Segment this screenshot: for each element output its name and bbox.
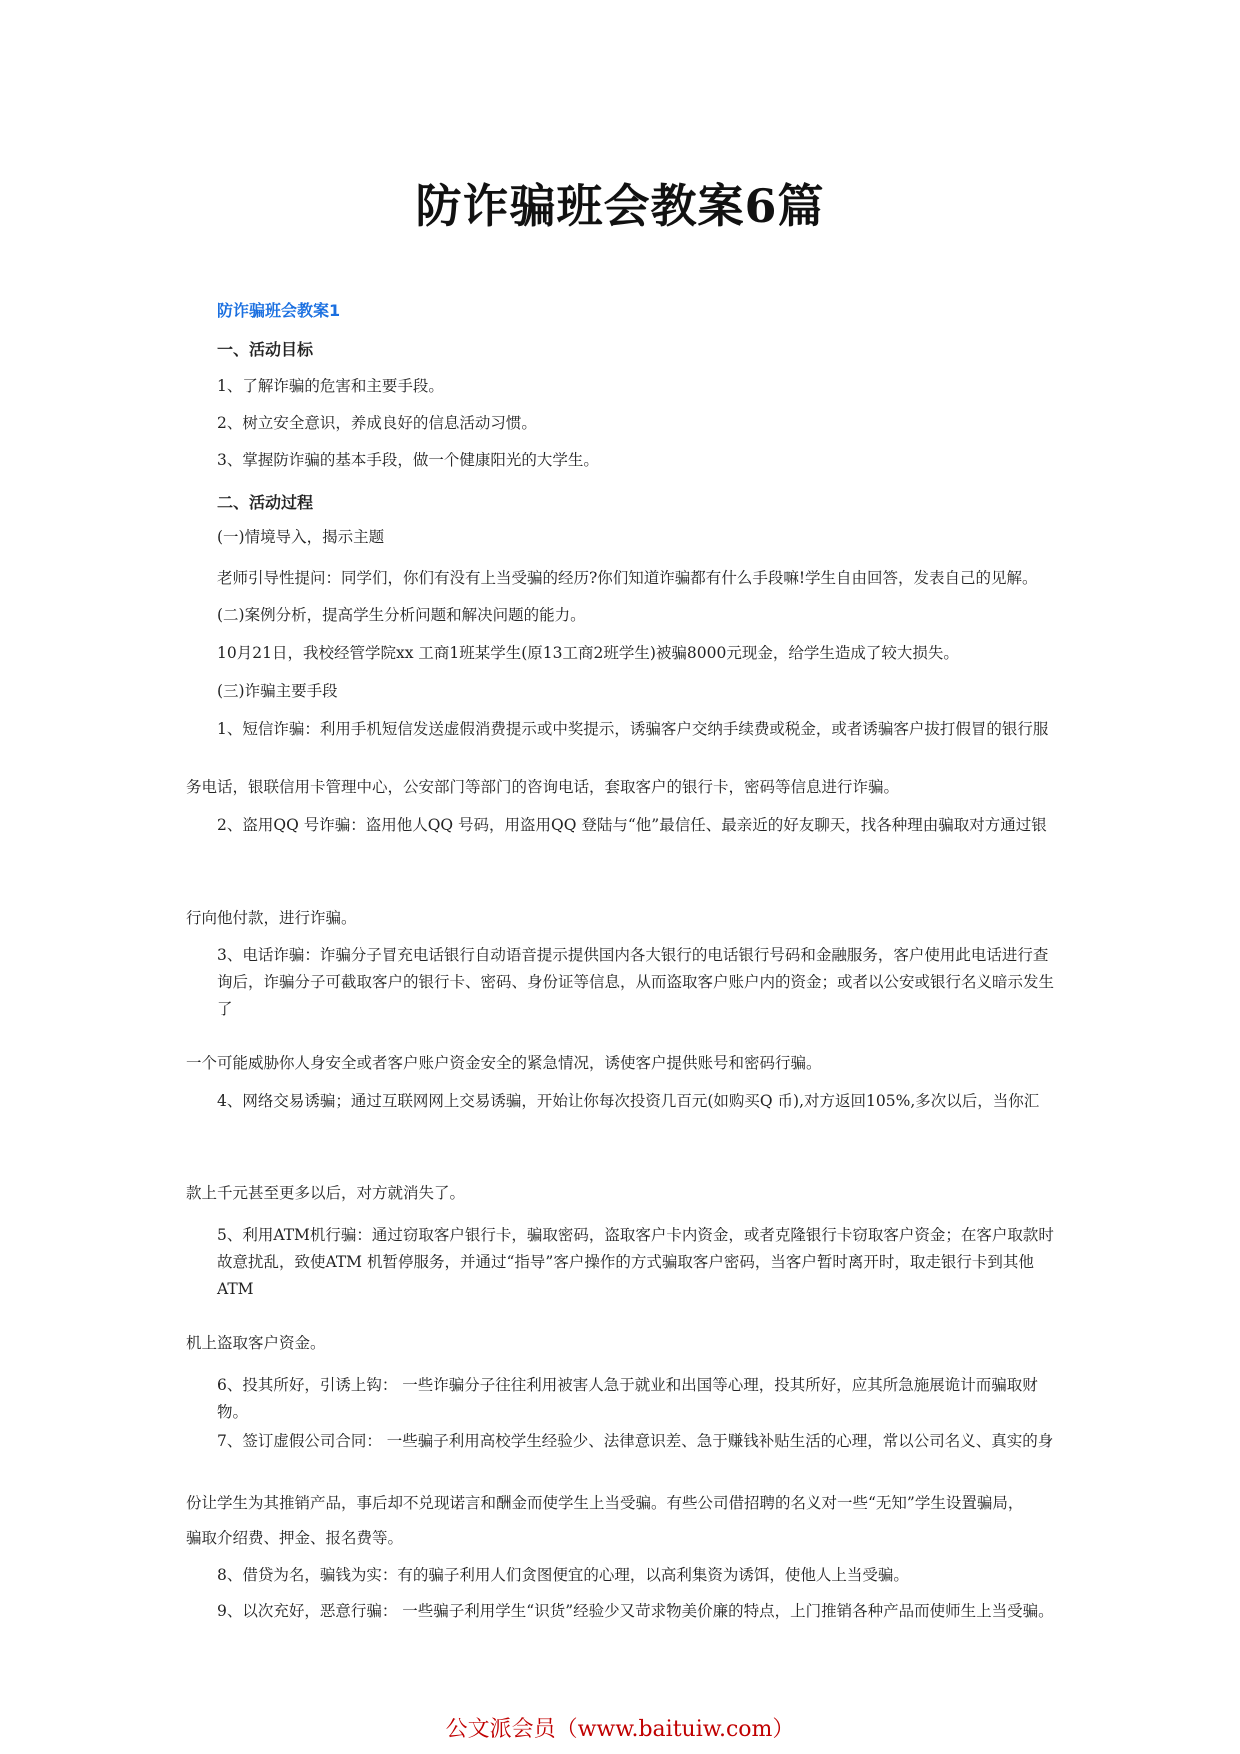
document-title: 防诈骗班会教案6篇: [415, 179, 825, 233]
goal-item: 2、树立安全意识，养成良好的信息活动习惯。: [217, 414, 537, 432]
method-1-line: 1、短信诈骗：利用手机短信发送虚假消费提示或中奖提示，诱骗客户交纳手续费或税金，或者诱骗客户拔打假冒的银行服: [217, 720, 1049, 738]
method-2-line: 2、盗用QQ 号诈骗：盗用他人QQ 号码，用盗用QQ 登陆与“他”最信任、最亲近的好友聊天，找各种理由骗取对方通过银: [217, 816, 1047, 834]
method-7-line: 7、签订虚假公司合同： 一些骗子利用高校学生经验少、法律意识差、急于赚钱补贴生活的心理，常以公司名义、真实的身: [217, 1432, 1054, 1450]
method-3-continuation: 一个可能威胁你人身安全或者客户账户资金安全的紧急情况，诱使客户提供账号和密码行骗。: [186, 1054, 822, 1072]
method-7-continuation: 骗取介绍费、押金、报名费等。: [186, 1529, 404, 1547]
method-3-line: 3、电话诈骗：诈骗分子冒充电话银行自动语音提示提供国内各大银行的电话银行号码和金融服务，客户使用此电话进行查 询后，诈骗分子可截取客户的银行卡、密码、身份证等信息，从而盗取客户账户内的资金；或者以公安或银行名义暗示发生了: [217, 946, 1055, 1019]
method-8: 8、借贷为名，骗钱为实：有的骗子利用人们贪图便宜的心理，以高利集资为诱饵，使他人上当受骗。: [217, 1566, 909, 1584]
method-5-continuation: 机上盗取客户资金。: [186, 1334, 326, 1352]
paragraph: (二)案例分析，提高学生分析问题和解决问题的能力。: [217, 606, 586, 624]
paragraph: 老师引导性提问：同学们，你们有没有上当受骗的经历?你们知道诈骗都有什么手段嘛!学生自由回答，发表自己的见解。: [217, 569, 1038, 587]
method-4-line: 4、网络交易诱骗；通过互联网网上交易诱骗，开始让你每次投资几百元(如购买Q 币),对方返回105%,多次以后，当你汇: [217, 1092, 1040, 1110]
section-heading-process: 二、活动过程: [217, 493, 314, 512]
method-5-line: 5、利用ATM机行骗：通过窃取客户银行卡，骗取密码，盗取客户卡内资金，或者克隆银行卡窃取客户资金；在客户取款时 故意扰乱，致使ATM 机暂停服务，并通过“指导”客户操作的方式骗取客户密码，当客户暂时离开时，取走银行卡到其他ATM: [217, 1226, 1054, 1299]
method-1-continuation: 务电话，银联信用卡管理中心，公安部门等部门的咨询电话，套取客户的银行卡，密码等信息进行诈骗。: [186, 778, 900, 796]
paragraph: (一)情境导入，揭示主题: [217, 528, 385, 546]
method-2-continuation: 行向他付款，进行诈骗。: [186, 909, 357, 927]
goal-item: 3、掌握防诈骗的基本手段，做一个健康阳光的大学生。: [217, 451, 599, 469]
method-7-continuation: 份让学生为其推销产品，事后却不兑现诺言和酬金而使学生上当受骗。有些公司借招聘的名义对一些“无知”学生设置骗局，: [186, 1494, 1024, 1512]
method-9: 9、以次充好，恶意行骗： 一些骗子利用学生“识货”经验少又苛求物美价廉的特点，上门推销各种产品而使师生上当受骗。: [217, 1602, 1054, 1620]
method-4-continuation: 款上千元甚至更多以后，对方就消失了。: [186, 1184, 466, 1202]
document-subtitle: 防诈骗班会教案1: [217, 301, 341, 320]
goal-item: 1、了解诈骗的危害和主要手段。: [217, 377, 444, 395]
method-6: 6、投其所好，引诱上钩： 一些诈骗分子往往利用被害人急于就业和出国等心理，投其所好，应其所急施展诡计而骗取财物。: [217, 1376, 1038, 1422]
section-heading-goals: 一、活动目标: [217, 340, 314, 359]
footer-watermark: 公文派会员（www.baituiw.com）: [445, 1717, 795, 1742]
paragraph: (三)诈骗主要手段: [217, 682, 338, 700]
paragraph: 10月21日，我校经管学院xx 工商1班某学生(原13工商2班学生)被骗8000元现金，给学生造成了较大损失。: [217, 644, 959, 662]
